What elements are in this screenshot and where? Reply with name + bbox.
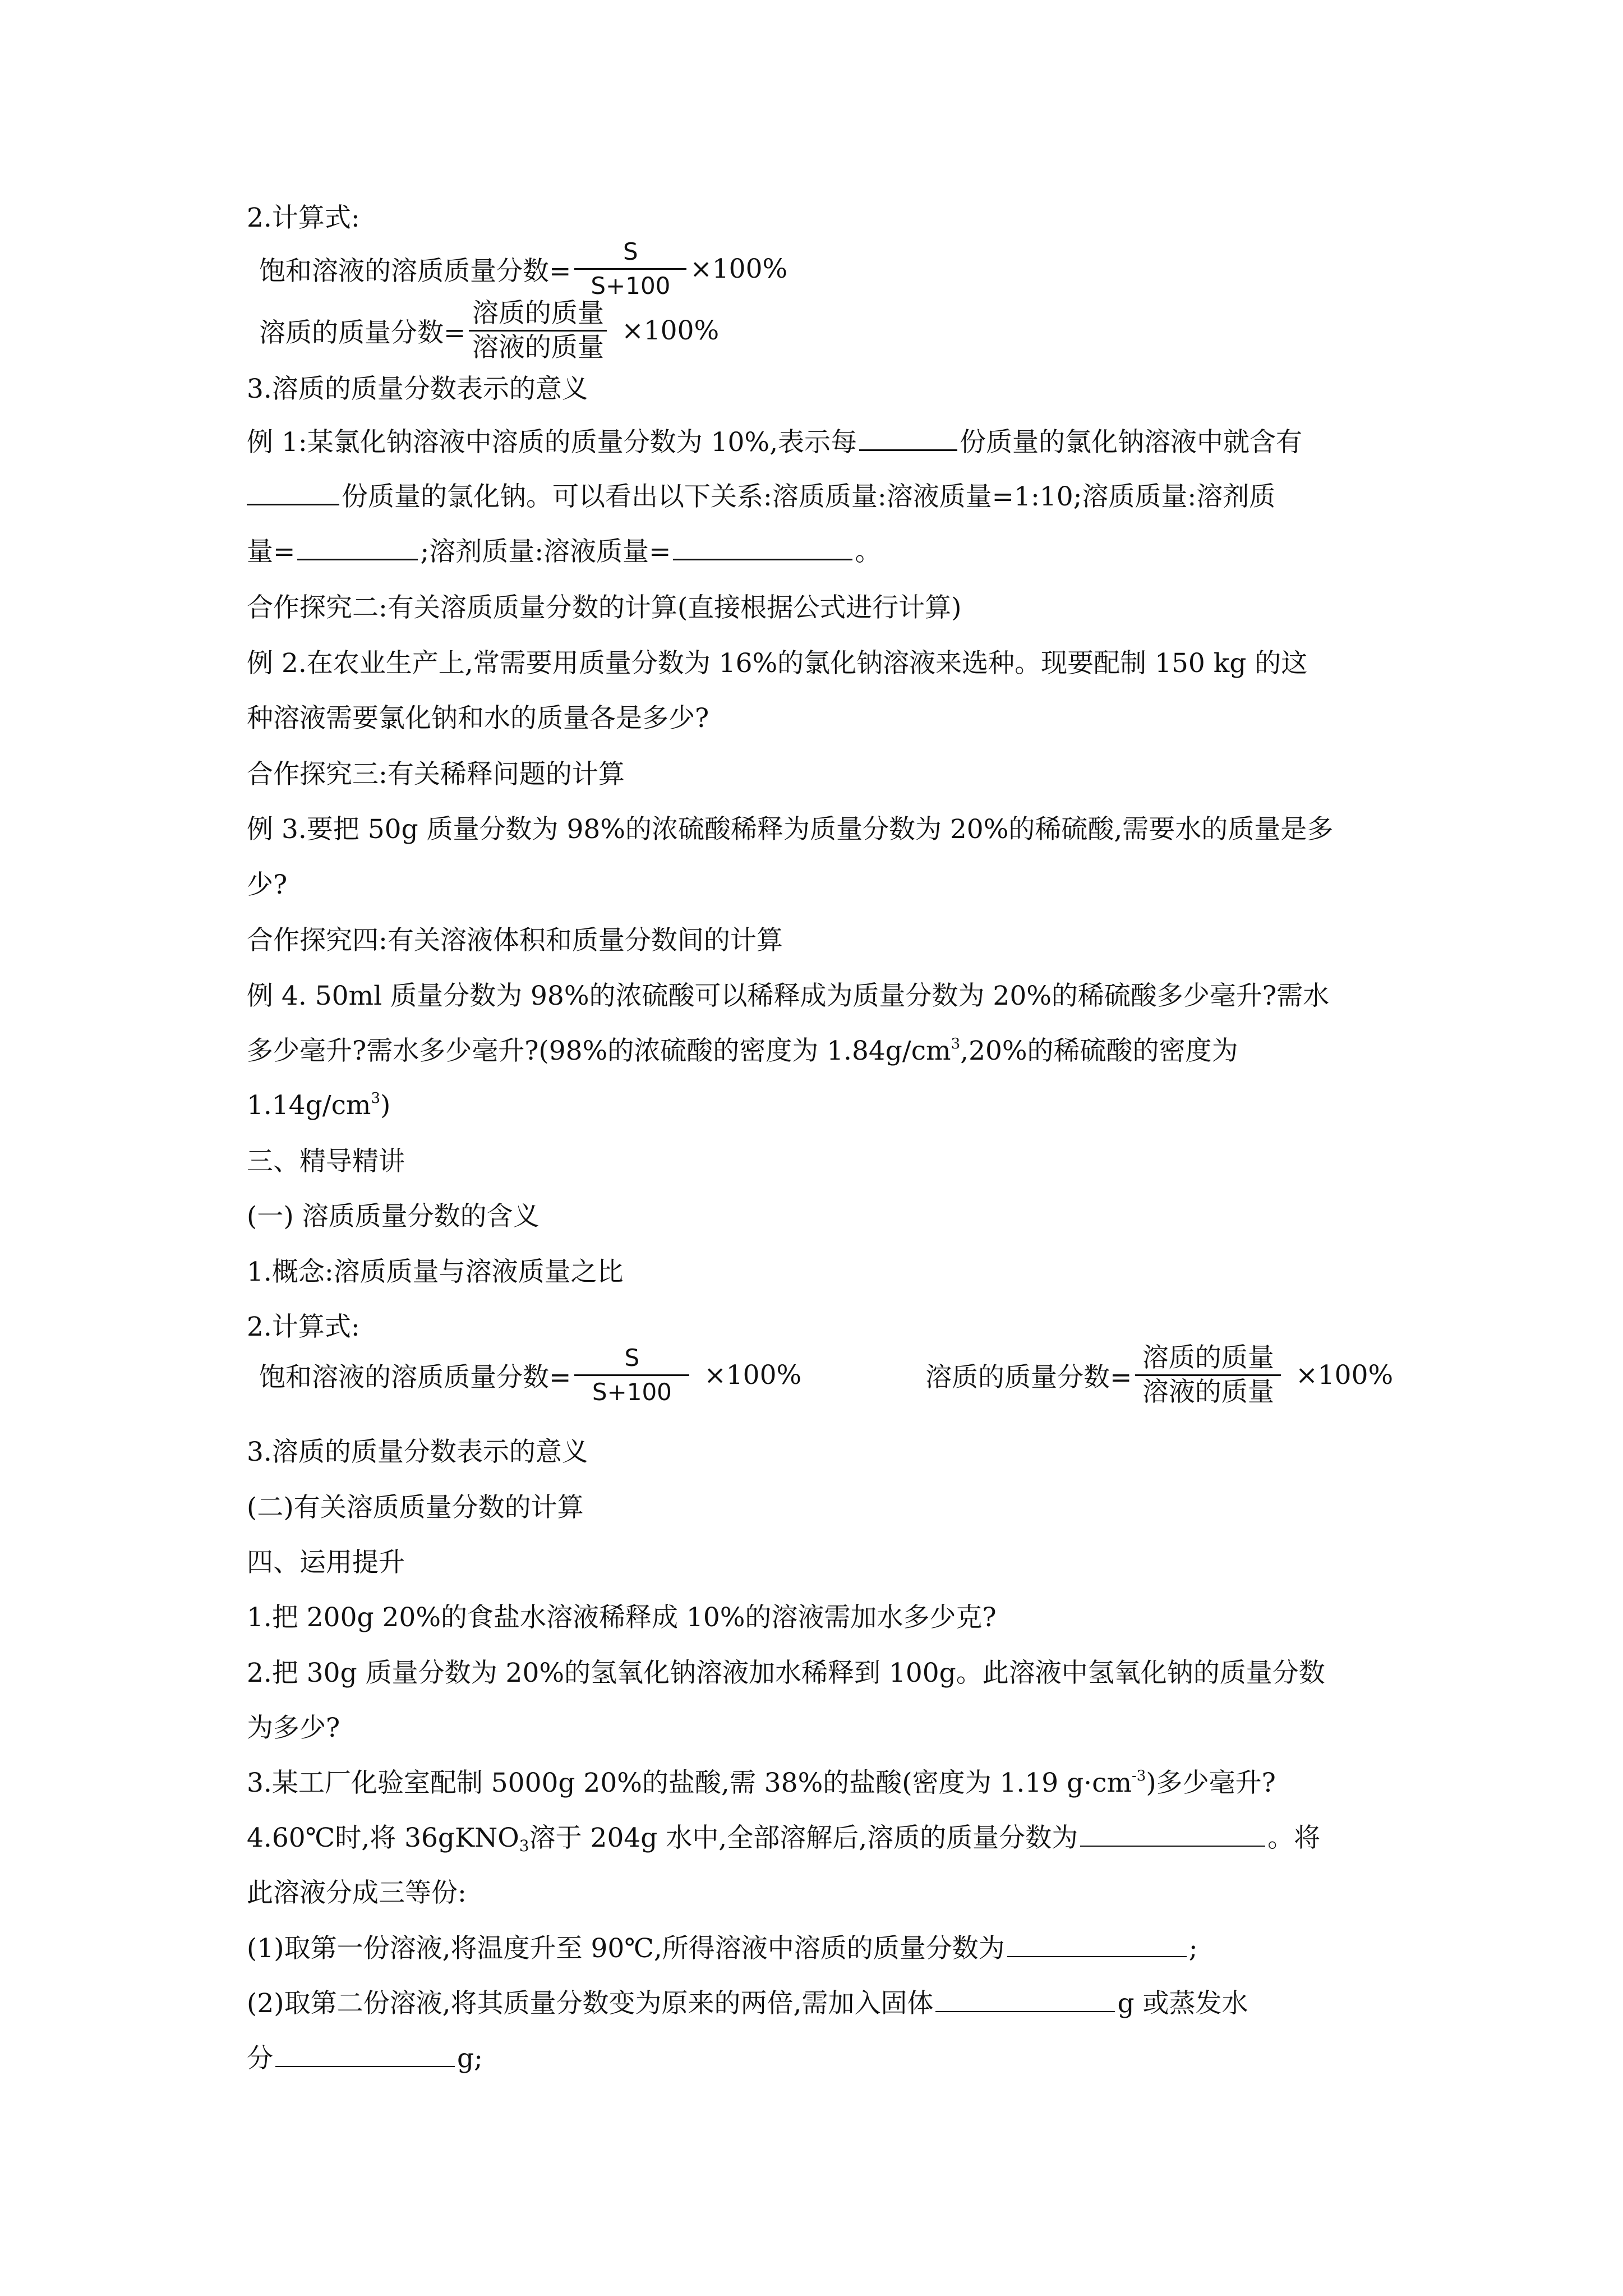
text: (1)取第一份溶液,将温度升至 90℃,所得溶液中溶质的质量分数为 [247, 1933, 1005, 1964]
meaning-heading-2: 3.溶质的质量分数表示的意义 [247, 1437, 588, 1467]
formula-suffix: ×100% [621, 315, 720, 346]
answer-blank[interactable] [673, 536, 852, 560]
text: (2)取第二份溶液,将其质量分数变为原来的两倍,需加入固体 [247, 1988, 934, 2019]
fraction [574, 1342, 689, 1409]
text: 4.60℃时,将 36gKNO [247, 1823, 519, 1853]
text: ) [380, 1090, 391, 1121]
denominator: S+100 [592, 1378, 672, 1406]
saturated-formula-2 [259, 1342, 801, 1409]
subsection-1-heading: (一) 溶质质量分数的含义 [247, 1201, 540, 1232]
mass-fraction-formula-2 [925, 1342, 1393, 1409]
calc-heading: 2.计算式: [247, 203, 360, 233]
answer-blank[interactable] [1007, 1934, 1187, 1957]
formula-suffix: ×100% [690, 254, 788, 284]
example-3-line-1: 例 3.要把 50g 质量分数为 98%的浓硫酸稀释为质量分数为 20%的稀硫酸,需要水的质量是多 [247, 814, 1334, 845]
formula-prefix: 溶质的质量分数= [925, 1362, 1132, 1393]
text: g 或蒸发水 [1117, 1988, 1248, 2019]
section-4-heading: 四、运用提升 [247, 1547, 405, 1578]
denominator: 溶液的质量 [1142, 1377, 1274, 1407]
text: 。将 [1267, 1823, 1321, 1853]
question-3 [247, 1766, 1391, 1801]
text: 例 1:某氯化钠溶液中溶质的质量分数为 10%,表示每 [247, 427, 857, 458]
text: ;溶剂质量:溶液质量= [420, 536, 671, 567]
denominator: S+100 [591, 272, 671, 300]
text: 份质量的氯化钠溶液中就含有 [960, 427, 1303, 458]
example-4-line-3 [247, 1088, 1391, 1123]
text: ; [1188, 1933, 1198, 1964]
example-1-line-2 [247, 480, 1391, 514]
question-2-line-2: 为多少? [247, 1713, 340, 1743]
question-2-line-1: 2.把 30g 质量分数为 20%的氢氧化钠溶液加水稀释到 100g。此溶液中氢氧化钠的质量分数 [247, 1658, 1325, 1688]
formula-prefix: 饱和溶液的溶质质量分数= [259, 256, 571, 287]
formula-prefix: 饱和溶液的溶质质量分数= [259, 1362, 571, 1393]
formula-suffix: ×100% [704, 1360, 802, 1391]
numerator: 溶质的质量 [472, 298, 604, 329]
formula-prefix: 溶质的质量分数= [259, 318, 466, 348]
question-4-line-1 [247, 1821, 1391, 1856]
text: 分 [247, 2043, 273, 2074]
formula-suffix: ×100% [1295, 1360, 1394, 1391]
text: 量= [247, 536, 296, 567]
calc-heading-2: 2.计算式: [247, 1312, 360, 1342]
example-2-line-2: 种溶液需要氯化钠和水的质量各是多少? [247, 703, 709, 734]
text: 。 [855, 536, 882, 567]
text: 3.某工厂化验室配制 5000g 20%的盐酸,需 38%的盐酸(密度为 1.19 g·cm [247, 1768, 1132, 1798]
example-4-line-1: 例 4. 50ml 质量分数为 98%的浓硫酸可以稀释成为质量分数为 20%的稀硫酸多少毫升?需水 [247, 981, 1330, 1011]
subscript: 3 [519, 1837, 529, 1855]
numerator: S [624, 1344, 640, 1372]
numerator: 溶质的质量 [1142, 1342, 1274, 1373]
saturated-formula [259, 236, 787, 302]
answer-blank[interactable] [859, 427, 957, 451]
superscript: 3 [951, 1036, 961, 1052]
example-4-line-2 [247, 1034, 1391, 1069]
fraction [469, 297, 607, 364]
cooperative-inquiry-4: 合作探究四:有关溶液体积和质量分数间的计算 [247, 925, 783, 956]
text: 份质量的氯化钠。可以看出以下关系:溶质质量:溶液质量=1:10;溶质质量:溶剂质 [342, 481, 1276, 512]
answer-blank[interactable] [275, 2044, 455, 2067]
fraction [1135, 1342, 1281, 1409]
question-4-part-2-line-1 [247, 1986, 1391, 2021]
answer-blank[interactable] [247, 481, 339, 505]
question-1: 1.把 200g 20%的食盐水溶液稀释成 10%的溶液需加水多少克? [247, 1602, 997, 1633]
text: ,20%的稀硫酸的密度为 [960, 1036, 1238, 1066]
answer-blank[interactable] [1080, 1823, 1265, 1847]
subsection-2-heading: (二)有关溶质质量分数的计算 [247, 1492, 584, 1523]
text: )多少毫升? [1146, 1768, 1276, 1798]
fraction [574, 236, 686, 302]
answer-blank[interactable] [935, 1989, 1115, 2012]
example-2-line-1: 例 2.在农业生产上,常需要用质量分数为 16%的氯化钠溶液来选种。现要配制 150 kg 的这 [247, 648, 1308, 679]
example-1-line-1 [247, 425, 1391, 460]
superscript: 3 [371, 1090, 381, 1107]
text: 溶于 204g 水中,全部溶解后,溶质的质量分数为 [529, 1823, 1078, 1853]
answer-blank[interactable] [297, 536, 418, 560]
meaning-heading: 3.溶质的质量分数表示的意义 [247, 374, 588, 404]
question-4-part-2-line-2 [247, 2041, 1391, 2076]
concept-line: 1.概念:溶质质量与溶液质量之比 [247, 1257, 624, 1287]
text: g; [457, 2043, 483, 2074]
cooperative-inquiry-3: 合作探究三:有关稀释问题的计算 [247, 759, 625, 790]
text: 多少毫升?需水多少毫升?(98%的浓硫酸的密度为 1.84g/cm [247, 1036, 951, 1066]
question-4-part-1 [247, 1931, 1391, 1966]
question-4-line-2: 此溶液分成三等份: [247, 1878, 467, 1908]
cooperative-inquiry-2: 合作探究二:有关溶质质量分数的计算(直接根据公式进行计算) [247, 592, 962, 623]
superscript: -3 [1132, 1768, 1146, 1784]
text: 1.14g/cm [247, 1090, 371, 1121]
mass-fraction-formula [259, 297, 719, 364]
denominator: 溶液的质量 [472, 332, 604, 363]
numerator: S [623, 238, 638, 265]
example-1-line-3 [247, 535, 1391, 569]
section-3-heading: 三、精导精讲 [247, 1146, 405, 1177]
example-3-line-2: 少? [247, 869, 288, 900]
